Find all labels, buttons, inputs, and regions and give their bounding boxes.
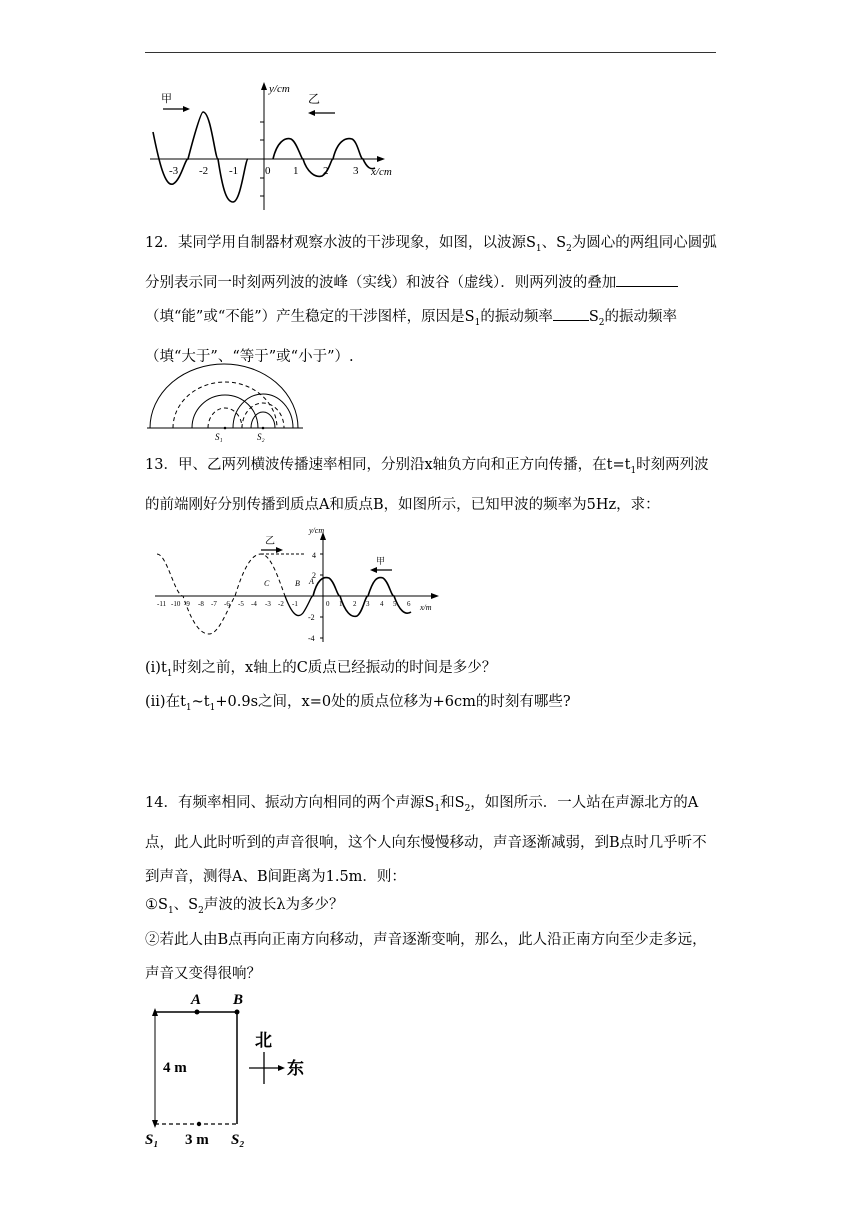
x-axis-label: x/m: [420, 603, 432, 612]
x-tick: -11: [157, 600, 167, 608]
tick-label: -2: [199, 165, 209, 177]
tick-label: 3: [353, 165, 359, 177]
label-yi: 乙: [308, 92, 321, 106]
tick-label: -3: [169, 165, 179, 177]
x-tick: 4: [380, 600, 384, 608]
x-tick: -2: [278, 600, 284, 608]
x-tick: -4: [251, 600, 257, 608]
sound-source-figure: [145, 988, 315, 1150]
dimension-4m: 4 m: [163, 1060, 187, 1076]
north-label: 北: [255, 1031, 272, 1050]
point-b-label: B: [233, 992, 244, 1008]
x-tick: -3: [265, 600, 271, 608]
east-label: 东: [287, 1059, 304, 1078]
x-tick: 3: [366, 600, 370, 608]
source-s2-label: S₂: [231, 1132, 245, 1148]
y-tick: -2: [308, 613, 315, 622]
q14-part-2: ②若此人由B点再向正南方向移动，声音逐渐变响，那么，此人沿正南方向至少走多远，声音又变得很响？: [145, 932, 707, 982]
question-13: 13．甲、乙两列横波传播速率相同，分别沿x轴负方向和正方向传播，在$t=t_1$时刻两列波的前端刚好分别传播到质点A和质点B，如图所示，已知甲波的频率为5Hz，求：: [145, 457, 709, 513]
x-tick: 2: [353, 600, 357, 608]
q14-part-1: $①S_1$、$S_2$声波的波长λ为多少？: [145, 897, 344, 916]
q13-part-i: $(i)t_1$时刻之前，x轴上的C质点已经振动的时间是多少？: [145, 660, 497, 679]
source-s1-label: S₁: [215, 432, 223, 442]
tick-label: 0: [265, 165, 271, 177]
x-tick: 6: [407, 600, 411, 608]
x-tick: -7: [211, 600, 217, 608]
label-a: A: [309, 577, 314, 586]
wave-figure-q11: [145, 72, 410, 214]
y-tick: -4: [308, 634, 315, 643]
y-tick: 4: [312, 551, 316, 560]
label-jia: 甲: [161, 93, 172, 105]
wave-figure-q13: [145, 520, 445, 645]
x-tick: 1: [339, 600, 343, 608]
tick-label: 1: [293, 165, 299, 177]
y-axis-label: y/cm: [309, 526, 325, 535]
source-s1-label: S₁: [145, 1132, 159, 1148]
y-axis-label: y/cm: [269, 83, 290, 95]
source-s2-label: S₂: [257, 432, 265, 442]
point-a-label: A: [191, 992, 202, 1008]
interference-figure: [145, 360, 305, 444]
header-rule: [145, 52, 716, 53]
q13-part-ii: (ii)在$t_1\sim t_1+0.9s$之间，x=0处的质点位移为+6cm的时刻有哪些?: [145, 694, 571, 713]
x-tick: -5: [238, 600, 244, 608]
x-tick: 0: [326, 600, 330, 608]
east-arrow-icon: [278, 1065, 285, 1071]
y-tick: 2: [312, 571, 316, 580]
x-tick: -6: [224, 600, 230, 608]
label-c: C: [264, 579, 270, 588]
x-tick: -10: [171, 600, 181, 608]
label-yi: 乙: [265, 536, 275, 547]
x-axis-label: x/cm: [371, 166, 392, 178]
tick-label: -1: [229, 165, 239, 177]
tick-label: 2: [323, 165, 329, 177]
question-14: 14．有频率相同、振动方向相同的两个声源$S_1$和$S_2$，如图所示．一人站在声源北方的A点，此人此时听到的声音很响，这个人向东慢慢移动，声音逐渐减弱，到B点时几乎听不到声音，测得A、B间距离为1.5m．则：: [145, 795, 707, 885]
dimension-3m: 3 m: [185, 1132, 209, 1148]
x-tick: -9: [184, 600, 190, 608]
label-b: B: [295, 579, 300, 588]
label-jia: 甲: [376, 556, 386, 566]
x-tick: -8: [198, 600, 204, 608]
question-12: 12．某同学用自制器材观察水波的干涉现象，如图，以波源$S_1$、$S_2$为圆心的两组同心圆弧分别表示同一时刻两列波的波峰（实线）和波谷（虚线）．则两列波的叠加（填“能”或“不能”）产生稳定的干涉图样，原因是$S_1$的振动频率 $S_2$的振动频率（填“大于”、“等于”或“小于”）.: [145, 235, 717, 365]
x-tick: -1: [292, 600, 298, 608]
x-tick: 5: [393, 600, 397, 608]
